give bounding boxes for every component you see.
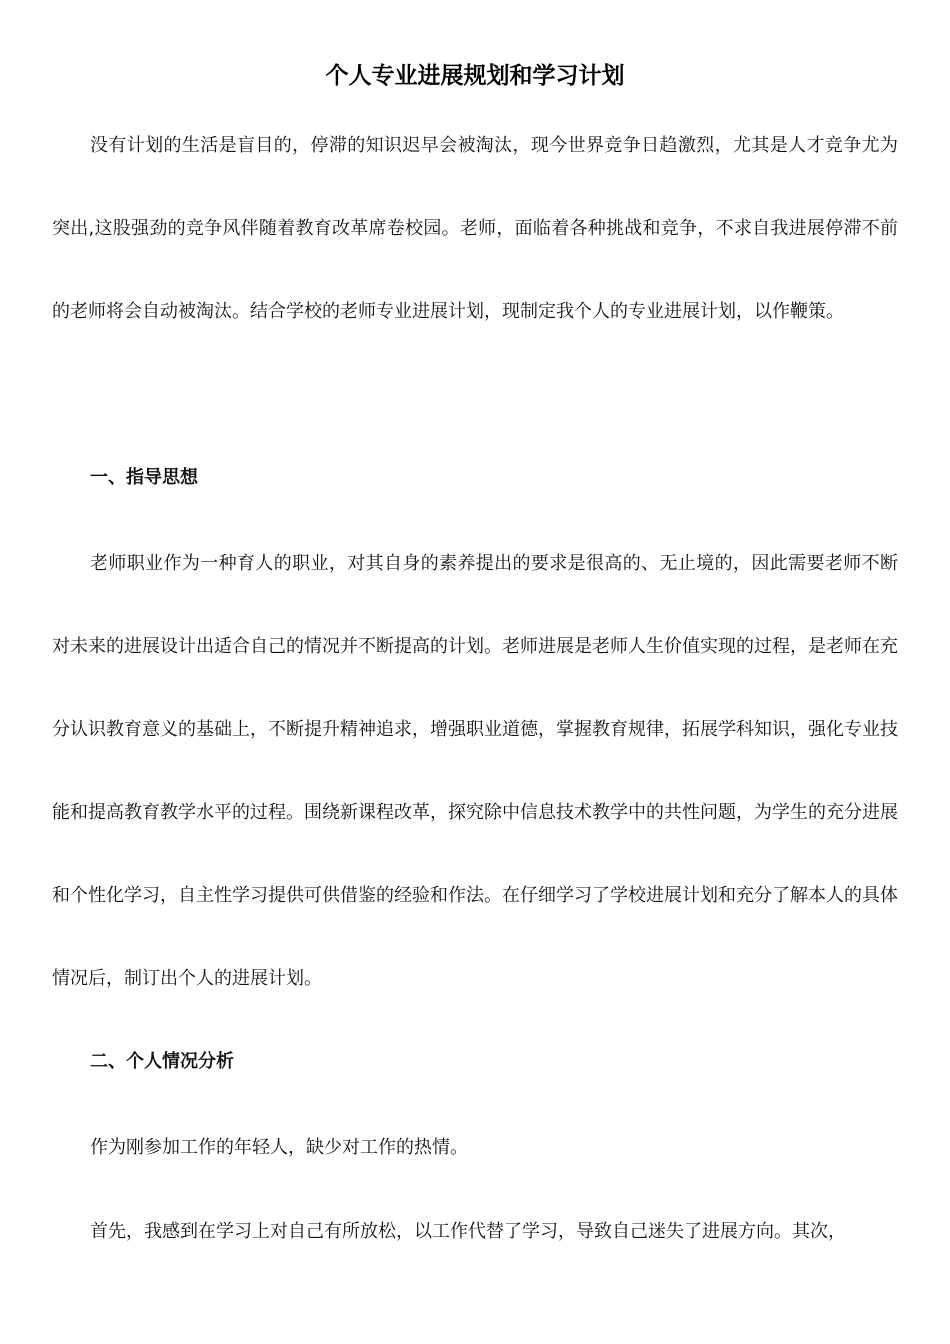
personal-analysis-paragraph-2: 首先，我感到在学习上对自己有所放松，以工作代替了学习，导致自己迷失了进展方向。其次， — [90, 1221, 846, 1242]
intro-paragraph: 没有计划的生活是盲目的，停滞的知识迟早会被淘汰，现今世界竞争日趋激烈，尤其是人才竞争尤为突出,这股强劲的竞争风伴随着教育改革席卷校园。老师，面临着各种挑战和竞争，不求自我进展停滞不前的老师将会自动被淘汰。结合学校的老师专业进展计划，现制定我个人的专业进展计划，以作鞭策。 — [52, 135, 898, 322]
document-title: 个人专业进展规划和学习计划 — [325, 62, 625, 89]
section-heading-guiding-thought: 一、指导思想 — [90, 467, 198, 488]
guiding-thought-paragraph: 老师职业作为一种育人的职业，对其自身的素养提出的要求是很高的、无止境的，因此需要老师不断对未来的进展设计出适合自己的情况并不断提高的计划。老师进展是老师人生价值实现的过程，是老师在充分认识教育意义的基础上，不断提升精神追求，增强职业道德，掌握教育规律，拓展学科知识，强化专业技能和提高教育教学水平的过程。围绕新课程改革，探究除中信息技术教学中的共性问题，为学生的充分进展和个性化学习，自主性学习提供可供借鉴的经验和作法。在仔细学习了学校进展计划和充分了解本人的具体情况后，制订出个人的进展计划。 — [52, 553, 898, 989]
section-heading-personal-analysis: 二、个人情况分析 — [90, 1051, 234, 1072]
personal-analysis-paragraph-1: 作为刚参加工作的年轻人，缺少对工作的热情。 — [90, 1137, 468, 1158]
